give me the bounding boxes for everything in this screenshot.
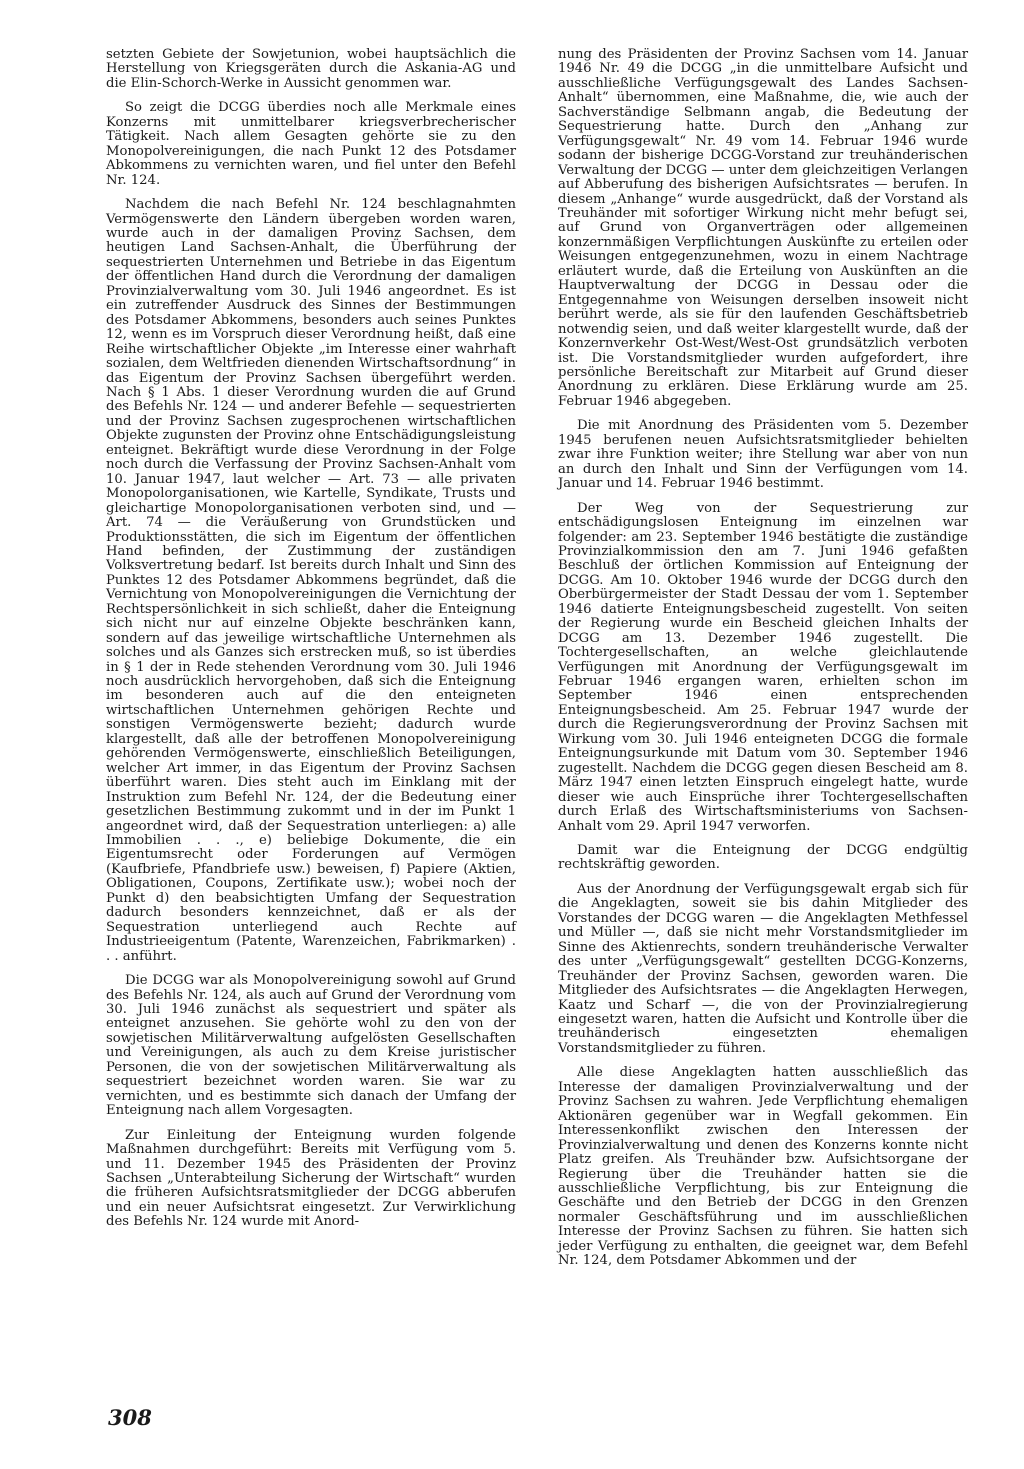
paragraph: Die DCGG war als Monopolvereinigung sowohl auf Grund des Befehls Nr. 124, als auch auf Grund der Verordnung vom 30. Juli 1946 zunächst als sequestriert und später als enteignet anzusehen. Sie gehörte wohl zu den von der sowjetischen Militärverwaltung aufgelösten Gesellschaften und Vereinigungen, als auch zu dem Kreise juristischer Personen, die von der sowjetischen Militärverwaltung als sequestriert bezeichnet worden waren. Sie war zu vernichten, und es bestimmte sich danach der Umfang der Enteignung nach allem Vorgesagten. [106,973,516,1119]
paragraph: nung des Präsidenten der Provinz Sachsen vom 14. Januar 1946 Nr. 49 die DCGG „in die unmittelbare Aufsicht und ausschließliche Verfügungsgewalt des Landes Sachsen-Anhalt“ übernommen, eine Maßnahme, die, wie auch der Sachverständige Selbmann angab, die Bedeutung der Sequestrierung hatte. Durch den „Anhang zur Verfügungsgewalt“ Nr. 49 vom 14. Februar 1946 wurde sodann der bisherige DCGG-Vorstand zur treuhänderischen Verwaltung der DCGG — unter dem gleichzeitigen Verlangen auf Abberufung des bisherigen Aufsichtsrates — berufen. In diesem „Anhange“ wurde ausgedrückt, daß der Vorstand als Treuhänder mit sofortiger Wirkung nicht mehr befugt sei, auf Grund von Organverträgen oder allgemeinen konzernmäßigen Verpflichtungen Auskünfte zu erteilen oder Weisungen entgegenzunehmen, wozu in einem Nachtrage erläutert wurde, daß die Erteilung von Auskünften an die Hauptverwaltung der DCGG in Dessau oder die Entgegennahme von Weisungen derselben insoweit nicht berührt werde, als sie für den laufenden Geschäftsbetrieb notwendig seien, und daß weiter klargestellt wurde, daß der Konzernverkehr Ost-West/West-Ost grundsätzlich verboten ist. Die Vorstandsmitglieder wurden aufgefordert, ihre persönliche Bereitschaft zur Mitarbeit auf Grund dieser Anordnung zu erklären. Diese Erklärung wurde am 25. Februar 1946 abgegeben. [558,47,968,409]
paragraph: Aus der Anordnung der Verfügungsgewalt ergab sich für die Angeklagten, soweit sie bis dahin Mitglieder des Vorstandes der DCGG waren — die Angeklagten Methfessel und Müller —, daß sie nicht mehr Vorstandsmitglieder im Sinne des Aktienrechts, sondern treuhänderische Verwalter des unter „Verfügungsgewalt“ gestellten DCGG-Konzerns, Treuhänder der Provinz Sachsen, geworden waren. Die Mitglieder des Aufsichtsrates — die Angeklagten Herwegen, Kaatz und Scharf —, die von der Provinzialregierung eingesetzt waren, hatten die Aufsicht und Kontrolle über die treuhänderisch eingesetzten ehemaligen Vorstandsmitglieder zu führen. [558,881,968,1056]
paragraph: Nachdem die nach Befehl Nr. 124 beschlagnahmten Vermögenswerte den Ländern übergeben worden waren, wurde auch in der damaligen Provinz Sachsen, dem heutigen Land Sachsen-Anhalt, die Überführung der sequestrierten Unternehmen und Betriebe in das Eigentum der öffentlichen Hand durch die Verordnung der damaligen Provinzialverwaltung vom 30. Juli 1946 angeordnet. Es ist ein zutreffender Ausdruck des Sinnes der Bestimmungen des Potsdamer Abkommens, besonders auch seines Punktes 12, wenn es im Vorspruch dieser Verordnung heißt, daß eine Reihe wirtschaftlicher Objekte „im Interesse einer wahrhaft sozialen, dem Weltfrieden dienenden Wirtschaftsordnung“ in das Eigentum der Provinz Sachsen übergeführt werden. Nach § 1 Abs. 1 dieser Verordnung wurden die auf Grund des Befehls Nr. 124 — und anderer Befehle — sequestrierten und der Provinz Sachsen zugesprochenen wirtschaftlichen Objekte zugunsten der Provinz ohne Entschädigungsleistung enteignet. Bekräftigt wurde diese Verordnung in der Folge noch durch die Verfassung der Provinz Sachsen-Anhalt vom 10. Januar 1947, laut welcher — Art. 73 — alle privaten Monopolorganisationen, wie Kartelle, Syndikate, Trusts und gleichartige Monopolorganisationen verboten sind, und — Art. 74 — die Veräußerung von Grundstücken und Produktionsstätten, die sich im Eigentum der öffentlichen Hand befinden, der Zustimmung der zuständigen Volksvertretung bedarf. Ist bereits durch Inhalt und Sinn des Punktes 12 des Potsdamer Abkommens begründet, daß die Vernichtung von Monopolvereinigungen die Vernichtung der Rechtspersönlichkeit in sich schließt, daher die Enteignung sich nicht nur auf einzelne Objekte beschränken kann, sondern auf das jeweilige wirtschaftliche Unternehmen als solches und als Ganzes sich erstrecken muß, so ist überdies in § 1 der in Rede stehenden Verordnung vom 30. Juli 1946 noch ausdrücklich hervorgehoben, daß sich die Enteignung im besonderen auch auf die den enteigneten wirtschaftlichen Unternehmen gehörigen Rechte und sonstigen Vermögenswerte bezieht; dadurch wurde klargestellt, daß alle der betroffenen Monopolvereinigung gehörenden Vermögenswerte, einschließlich Beteiligungen, welcher Art immer, in das Eigentum der Provinz Sachsen überführt waren. Dies steht auch im Einklang mit der Instruktion zum Befehl Nr. 124, der die Bedeutung einer gesetzlichen Bestimmung zukommt und in der im Punkt 1 angeordnet wird, daß der Sequestration unterliegen: a) alle Immobilien . . ., e) beliebige Dokumente, die ein Eigentumsrecht oder Forderungen auf Vermögen (Kaufbriefe, Pfandbriefe usw.) beweisen, f) Papiere (Aktien, Obligationen, Coupons, Zertifikate usw.); wobei noch der Punkt d) den beabsichtigten Umfang der Sequestration dadurch besonders kennzeichnet, daß er als der Sequestration unterliegend auch Rechte auf Industrieeigentum (Patente, Warenzeichen, Fabrikmarken) . . . anführt. [106,197,516,964]
paragraph: Damit war die Enteignung der DCGG endgültig rechtskräftig geworden. [558,843,968,873]
page-number: 308 [108,1405,152,1430]
paragraph: Der Weg von der Sequestrierung zur entschädigungslosen Enteignung im einzelnen war folgender: am 23. September 1946 bestätigte die zuständige Provinzialkommission den am 7. Juni 1946 gefaßten Beschluß der örtlichen Kommission auf Enteignung der DCGG. Am 10. Oktober 1946 wurde der DCGG durch den Oberbürgermeister der Stadt Dessau der vom 1. September 1946 datierte Enteignungsbescheid zugestellt. Von seiten der Regierung wurde ein Bescheid gleichen Inhalts der DCGG am 13. Dezember 1946 zugestellt. Die Tochtergesellschaften, an welche gleichlautende Verfügungen mit Anordnung der Verfügungsgewalt im Februar 1946 ergangen waren, erhielten schon im September 1946 einen entsprechenden Enteignungsbescheid. Am 25. Februar 1947 wurde der durch die Regierungsverordnung der Provinz Sachsen mit Wirkung vom 30. Juli 1946 enteigneten DCGG die formale Enteignungsurkunde mit Datum vom 30. September 1946 zugestellt. Nachdem die DCGG gegen diesen Bescheid am 8. März 1947 einen letzten Einspruch eingelegt hatte, wurde dieser wie auch Einsprüche ihrer Tochtergesellschaften durch Erlaß des Wirtschaftsministeriums von Sachsen-Anhalt vom 29. April 1947 verworfen. [558,500,968,834]
paragraph: Alle diese Angeklagten hatten ausschließlich das Interesse der damaligen Provinzialverwaltung und der Provinz Sachsen zu wahren. Jede Verpflichtung ehemaligen Aktionären gegenüber war in Wegfall gekommen. Ein Interessenkonflikt zwischen den Interessen der Provinzialverwaltung und denen des Konzerns konnte nicht Platz greifen. Als Treuhänder bzw. Aufsichtsorgane der Regierung über die Treuhänder hatten sie die ausschließliche Verpflichtung, bis zur Enteignung die Geschäfte und den Betrieb der DCGG in den Grenzen normaler Geschäftsführung und im ausschließlichen Interesse der Provinz Sachsen zu führen. Sie hatten sich jeder Verfügung zu enthalten, die geeignet war, dem Befehl Nr. 124, dem Potsdamer Abkommen und der [558,1065,968,1269]
paragraph: Zur Einleitung der Enteignung wurden folgende Maßnahmen durchgeführt: Bereits mit Verfügung vom 5. und 11. Dezember 1945 des Präsidenten der Provinz Sachsen „Unterabteilung Sicherung der Wirtschaft“ wurden die früheren Aufsichtsratsmitglieder der DCGG abberufen und ein neuer Aufsichtsrat eingesetzt. Zur Verwirklichung des Befehls Nr. 124 wurde mit Anord- [106,1127,516,1230]
paragraph: So zeigt die DCGG überdies noch alle Merkmale eines Konzerns mit unmittelbarer kriegsverbrecherischer Tätigkeit. Nach allem Gesagten gehörte sie zu den Monopolvereinigungen, die nach Punkt 12 des Potsdamer Abkommens zu vernichten waren, und fiel unter den Befehl Nr. 124. [106,100,516,188]
left-column [106,48,516,1240]
paragraph: setzten Gebiete der Sowjetunion, wobei hauptsächlich die Herstellung von Kriegsgeräten durch die Askania-AG und die Elin-Schorch-Werke in Aussicht genommen war. [106,47,516,91]
paragraph: Die mit Anordnung des Präsidenten vom 5. Dezember 1945 berufenen neuen Aufsichtsratsmitglieder behielten zwar ihre Funktion weiter; ihre Stellung war aber von nun an durch den Inhalt und Sinn der Verfügungen vom 14. Januar und 14. Februar 1946 bestimmt. [558,418,968,492]
right-column [558,48,968,1279]
